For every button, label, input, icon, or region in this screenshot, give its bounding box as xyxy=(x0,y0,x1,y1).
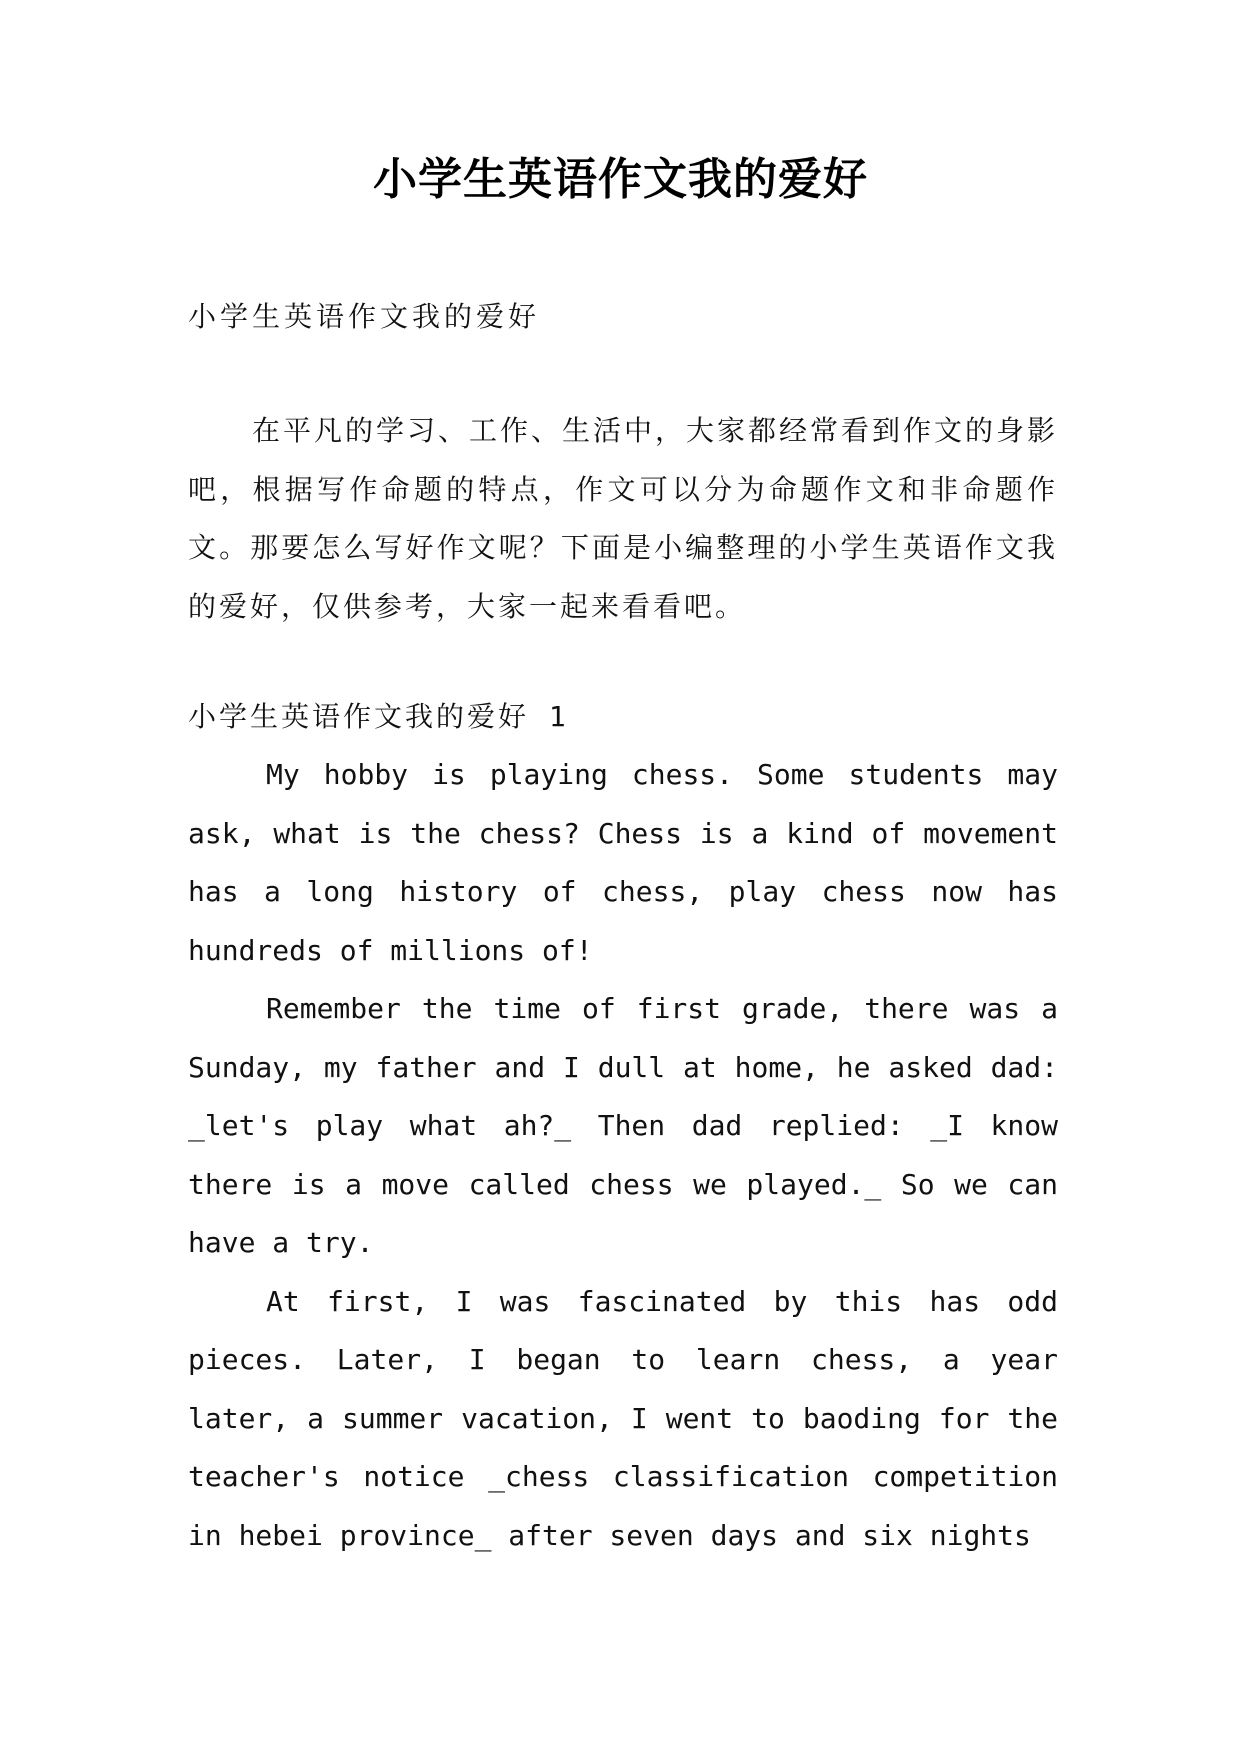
intro-paragraph: 在平凡的学习、工作、生活中，大家都经常看到作文的身影吧，根据写作命题的特点，作文可以分为命题作文和非命题作文。那要怎么写好作文呢？下面是小编整理的小学生英语作文我的爱好，仅供参考，大家一起来看看吧。 xyxy=(188,414,1059,623)
document-body xyxy=(188,288,1058,1565)
essay-paragraph-1: My hobby is playing chess. Some students may ask, what is the chess? Chess is a kind of movement has a long history of chess, play chess now has hundreds of millions of! xyxy=(188,758,1058,967)
document-subtitle: 小学生英语作文我的爱好 xyxy=(188,300,541,333)
essay-paragraph-3: At first, I was fascinated by this has odd pieces. Later, I began to learn chess, a year later, a summer vacation, I went to baoding for the teacher's notice _chess classification competition in hebei province_ after seven days and six nights xyxy=(188,1284,1058,1552)
essay-paragraph-2: Remember the time of first grade, there was a Sunday, my father and I dull at home, he asked dad: _let's play what ah?_ Then dad replied: _I know there is a move called chess we played._ So we can have a try. xyxy=(188,992,1058,1259)
page-title: 小学生英语作文我的爱好 xyxy=(373,154,868,205)
section-heading: 小学生英语作文我的爱好 1 xyxy=(188,700,569,733)
